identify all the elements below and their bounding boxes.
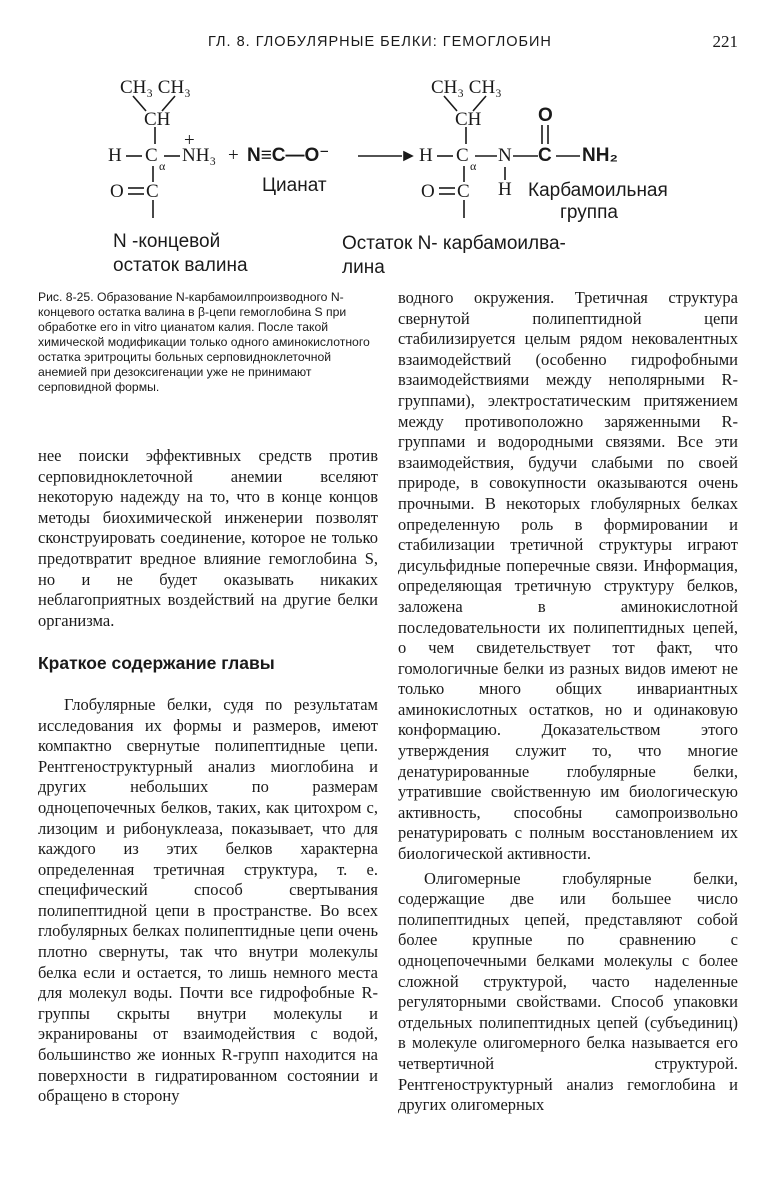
figure-caption: Рис. 8-25. Образование N-карбамоилпроизводного N-концевого остатка валина в β-цепи гемоглобина S при обработке его in vitro цианатом калия. После такой химической модификации только одного аминокислотного остатка эритроциты больных серповидноклеточной анемией при дезоксигенации уже не принимают серповидной формы. [38, 290, 370, 394]
valine-label-line1: N -концевой [113, 231, 221, 252]
section-heading: Краткое содержание главы [38, 653, 275, 674]
chapter-title: ГЛ. 8. ГЛОБУЛЯРНЫЕ БЕЛКИ: ГЕМОГЛОБИН [208, 34, 552, 50]
cyanate-label: Цианат [262, 175, 327, 196]
carbamoyl-carbon: C [538, 145, 552, 166]
carbamoylvaline-label-line1: Остаток N- карбамоилва- [342, 233, 566, 254]
left-hydrogen: H [108, 145, 122, 166]
carbamoyl-nh2: NH₂ [582, 145, 618, 166]
right-methyl-groups: CH₃ CH₃ [431, 77, 502, 98]
left-column [38, 446, 378, 1107]
amide-hydrogen: H [498, 179, 512, 200]
valine-label-line2: остаток валина [113, 255, 248, 276]
amide-nitrogen: N [498, 145, 512, 166]
reaction-scheme [0, 0, 778, 290]
carbamoyl-label-line1: Карбамоильная [528, 180, 668, 201]
left-ch-group: CH [144, 109, 171, 130]
reaction-plus: + [228, 145, 239, 166]
carbamoyl-oxygen: O [538, 105, 553, 126]
left-alpha-mark: α [159, 159, 166, 173]
body-paragraph: Глобулярные белки, судя по результатам исследования их формы и размеров, имеют компактно свернутые полипептидные цепи. Рентгеноструктурный анализ миоглобина и других небольших по размерам одноцепочечных белков, таких, как цитохром c, лизоцим и рибонуклеаза, показывает, что для каждого из этих белков характерна определенная третичная структура, т. е. специфический способ свертывания полипептидной цепи в пространстве. Во всех глобулярных белках полипептидные цепи очень плотно свернуты, так что внутри молекулы белка если и остается, то лишь немного места для молекул воды. Почти все гидрофобные R-группы скрыты внутри молекулы и экранированы от взаимодействия с водой, большинство же ионных R-групп находится на поверхности в гидратированном состоянии и обращено в сторону [38, 694, 378, 1106]
right-ch-group: CH [455, 109, 482, 130]
body-paragraph: Олигомерные глобулярные белки, содержащие две или большее число полипептидных цепей, представляют собой более крупные по сравнению с одноцепочечными белками молекулы с более сложной структурой, часто наделенные регуляторными свойствами. Способ упаковки отдельных полипептидных цепей (субъединиц) в молекуле олигомерного белка называется его четвертичной структурой. Рентгеноструктурный анализ гемоглобина и других олигомерных [398, 868, 738, 1115]
left-methyl-groups: CH₃ CH₃ [120, 77, 191, 98]
left-carbonyl-carbon: C [146, 181, 159, 202]
right-alpha-mark: α [470, 159, 477, 173]
left-carbonyl-oxygen: O [110, 181, 124, 202]
right-carbonyl-oxygen: O [421, 181, 435, 202]
right-carbonyl-carbon: C [457, 181, 470, 202]
body-paragraph: нее поиски эффективных средств против серповидноклеточной анемии вселяют некоторую надежду на то, что в конце концов методы биохимической инженерии позволят сконструировать соединение, которое не только предотвратит вредное влияние гемоглобина S, но и не будет оказывать никаких неблагоприятных воздействий на другие белки организма. [38, 446, 378, 630]
right-column [398, 288, 738, 1116]
right-alpha-carbon: C [456, 145, 469, 166]
left-alpha-carbon: C [145, 145, 158, 166]
ammonium-charge: + [184, 130, 195, 151]
carbamoyl-label-line2: группа [560, 202, 618, 223]
carbamoylvaline-label-line2: лина [342, 257, 385, 278]
cyanate-formula: N≡C—O⁻ [247, 145, 330, 166]
body-paragraph: водного окружения. Третичная структура свернутой полипептидной цепи стабилизируется целым рядом нековалентных взаимодействий (особенно гидрофобными взаимодействиями между неполярными R-группами), электростатическим притяжением между противоположно заряженными R-группами и водородными связями. Все эти взаимодействия, будучи слабыми по своей природе, в совокупности оказываются очень прочными. В некоторых глобулярных белках определенную роль в формировании и стабилизации третичной структуры играют дисульфидные поперечные связи. Информация, определяющая третичную структуру белков, заложена в аминокислотной последовательности их полипептидных цепей, о чем свидетельствует тот факт, что гомологичные белки из разных видов имеют не только много общих инвариантных аминокислотных остатков, но и одинаковую конформацию. Доказательством этого утверждения служит то, что многие денатурированные глобулярные белки, утратившие свойственную им биологическую активность, способны самопроизвольно ренатурировать с полным восстановлением их биологической активности. [398, 288, 738, 864]
left-ammonium-group: NH₃ [182, 145, 217, 166]
right-hydrogen: H [419, 145, 433, 166]
page-number: 221 [712, 32, 738, 51]
